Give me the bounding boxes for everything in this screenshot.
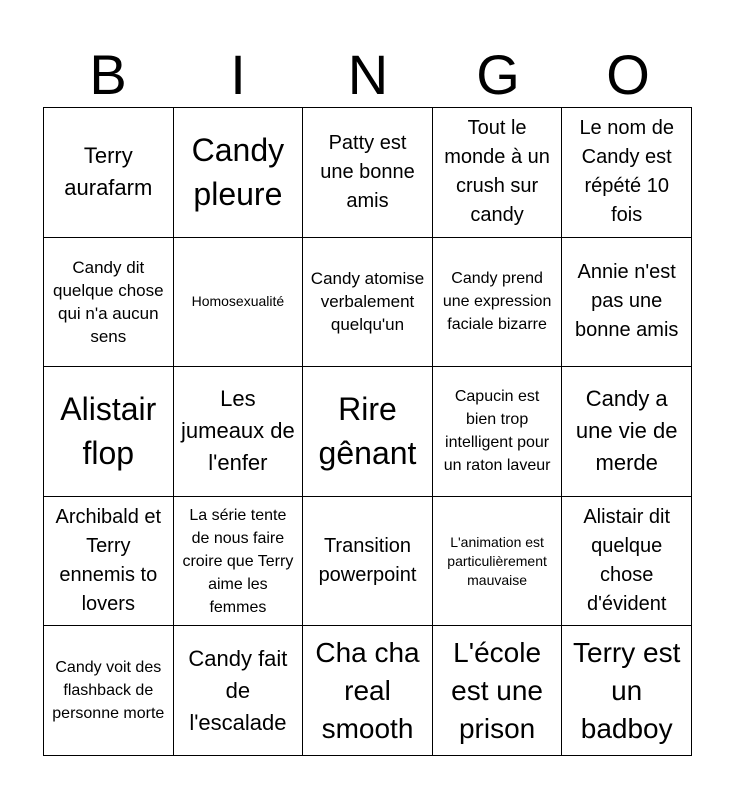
bingo-cell[interactable]: Candy a une vie de merde [562, 367, 692, 497]
bingo-cell[interactable]: Candy pleure [174, 108, 304, 238]
bingo-cell[interactable]: Candy fait de l'escalade [174, 626, 304, 756]
bingo-cell[interactable]: Alistair flop [44, 367, 174, 497]
bingo-cell[interactable]: L'animation est particulièrement mauvaise [433, 497, 563, 627]
bingo-cell[interactable]: Rire gênant [303, 367, 433, 497]
bingo-cell[interactable]: Alistair dit quelque chose d'évident [562, 497, 692, 627]
bingo-cell[interactable]: Candy prend une expression faciale bizarre [433, 238, 563, 368]
bingo-cell[interactable]: Tout le monde à un crush sur candy [433, 108, 563, 238]
bingo-cell[interactable]: Patty est une bonne amis [303, 108, 433, 238]
bingo-cell[interactable]: Cha cha real smooth [303, 626, 433, 756]
bingo-cell[interactable]: Terry est un badboy [562, 626, 692, 756]
bingo-cell[interactable]: Candy voit des flashback de personne morte [44, 626, 174, 756]
bingo-cell[interactable]: Annie n'est pas une bonne amis [562, 238, 692, 368]
header-letter-i: I [230, 43, 246, 106]
header-letter-b: B [89, 43, 127, 106]
bingo-cell[interactable]: Candy atomise verbalement quelqu'un [303, 238, 433, 368]
bingo-cell[interactable]: Les jumeaux de l'enfer [174, 367, 304, 497]
bingo-cell[interactable]: Archibald et Terry ennemis to lovers [44, 497, 174, 627]
bingo-grid [43, 107, 692, 756]
bingo-cell[interactable]: Transition powerpoint [303, 497, 433, 627]
bingo-cell[interactable]: Capucin est bien trop intelligent pour un raton laveur [433, 367, 563, 497]
bingo-cell[interactable]: Terry aurafarm [44, 108, 174, 238]
bingo-cell[interactable]: Candy dit quelque chose qui n'a aucun sens [44, 238, 174, 368]
bingo-cell[interactable]: L'école est une prison [433, 626, 563, 756]
header-letter-g: G [476, 43, 520, 106]
header-letter-n: N [347, 43, 389, 106]
bingo-header [43, 44, 693, 106]
header-letter-o: O [606, 43, 650, 106]
bingo-cell[interactable]: La série tente de nous faire croire que Terry aime les femmes [174, 497, 304, 627]
bingo-cell[interactable]: Le nom de Candy est répété 10 fois [562, 108, 692, 238]
bingo-cell[interactable]: Homosexualité [174, 238, 304, 368]
